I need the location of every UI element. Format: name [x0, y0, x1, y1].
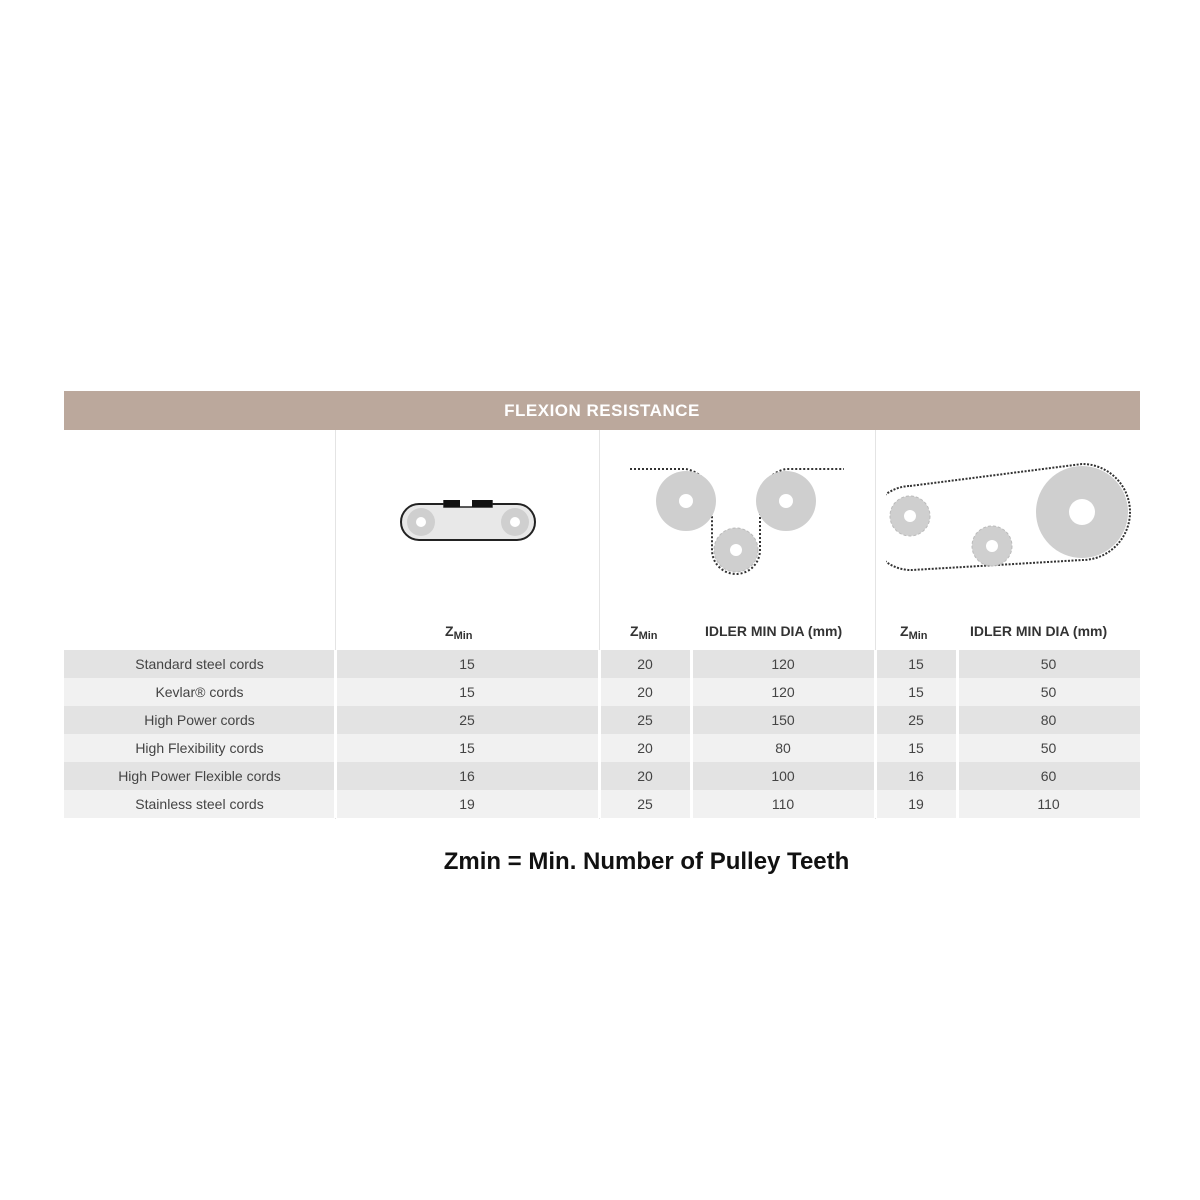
cell-value: 25 [908, 712, 924, 728]
divider [956, 650, 959, 678]
row-label: High Flexibility cords [135, 740, 264, 756]
divider [874, 734, 877, 762]
cell-value: 15 [459, 740, 475, 756]
header-idler-2: IDLER MIN DIA (mm) [970, 623, 1108, 639]
divider [956, 706, 959, 734]
divider [690, 734, 693, 762]
header-zmin-1: $Z_{Min}$ [445, 623, 473, 642]
divider [334, 734, 337, 762]
divider [956, 678, 959, 706]
table-row [64, 706, 1140, 734]
row-label: High Power cords [144, 712, 255, 728]
diagram-row [64, 430, 1140, 650]
cell-value: 19 [459, 796, 475, 812]
table-row [64, 790, 1140, 818]
divider [956, 762, 959, 790]
divider [874, 678, 877, 706]
divider [874, 762, 877, 790]
cell-value: 60 [1040, 768, 1057, 784]
cell-value: 16 [908, 768, 924, 784]
table-row [64, 650, 1140, 678]
divider [598, 706, 601, 734]
divider [334, 762, 337, 790]
divider [690, 650, 693, 678]
header-idler-1: IDLER MIN DIA (mm) [705, 623, 843, 639]
divider [874, 706, 877, 734]
footnote [0, 848, 1200, 876]
divider [874, 790, 877, 818]
row-label: Kevlar® cords [155, 684, 244, 700]
divider [334, 650, 337, 678]
cell-value: 15 [459, 684, 475, 700]
divider [874, 650, 877, 678]
cell-value: 25 [637, 796, 653, 812]
cell-value: 20 [637, 656, 653, 672]
table-title: FLEXION RESISTANCE [64, 391, 1140, 430]
cell-value: 15 [908, 684, 924, 700]
divider [956, 790, 959, 818]
cell-value: 20 [637, 740, 653, 756]
cell-value: 50 [1040, 684, 1057, 700]
divider [690, 678, 693, 706]
header-zmin-2: $Z_{Min}$ [630, 623, 658, 642]
cell-value: 15 [459, 656, 475, 672]
table-row [64, 734, 1140, 762]
cell-value: 50 [1040, 656, 1057, 672]
divider [690, 706, 693, 734]
cell-value: 110 [1037, 796, 1060, 812]
cell-value: 80 [775, 740, 791, 756]
zmin-definition: Zmin = Min. Number of Pulley Teeth [443, 848, 850, 875]
divider [334, 678, 337, 706]
divider [598, 678, 601, 706]
cell-value: 25 [459, 712, 475, 728]
cell-value: 15 [908, 656, 924, 672]
header-zmin-3: $Z_{Min}$ [900, 623, 928, 642]
cell-value: 50 [1040, 740, 1057, 756]
cell-value: 110 [771, 796, 795, 812]
cell-value: 15 [908, 740, 924, 756]
divider [598, 734, 601, 762]
divider [956, 734, 959, 762]
cell-value: 25 [637, 712, 653, 728]
divider [690, 762, 693, 790]
row-label: Standard steel cords [135, 656, 264, 672]
divider [598, 790, 601, 818]
divider [598, 762, 601, 790]
cell-value: 150 [771, 712, 795, 728]
serpentine-idler-diagram [626, 458, 850, 588]
cell-value: 16 [459, 768, 475, 784]
cell-value: 19 [908, 796, 924, 812]
cell-value: 100 [771, 768, 795, 784]
row-label: Stainless steel cords [135, 796, 264, 812]
divider [334, 790, 337, 818]
row-label: High Power Flexible cords [118, 768, 281, 784]
cell-value: 80 [1040, 712, 1057, 728]
table-row [64, 762, 1140, 790]
three-pulley-drive-diagram [886, 460, 1132, 586]
divider [334, 706, 337, 734]
table-row [64, 678, 1140, 706]
cell-value: 20 [637, 768, 653, 784]
divider [598, 650, 601, 678]
cell-value: 20 [637, 684, 653, 700]
flexion-resistance-table [64, 391, 1140, 819]
cell-value: 120 [771, 656, 795, 672]
two-pulley-clamp-diagram [394, 500, 544, 580]
cell-value: 120 [771, 684, 795, 700]
divider [690, 790, 693, 818]
